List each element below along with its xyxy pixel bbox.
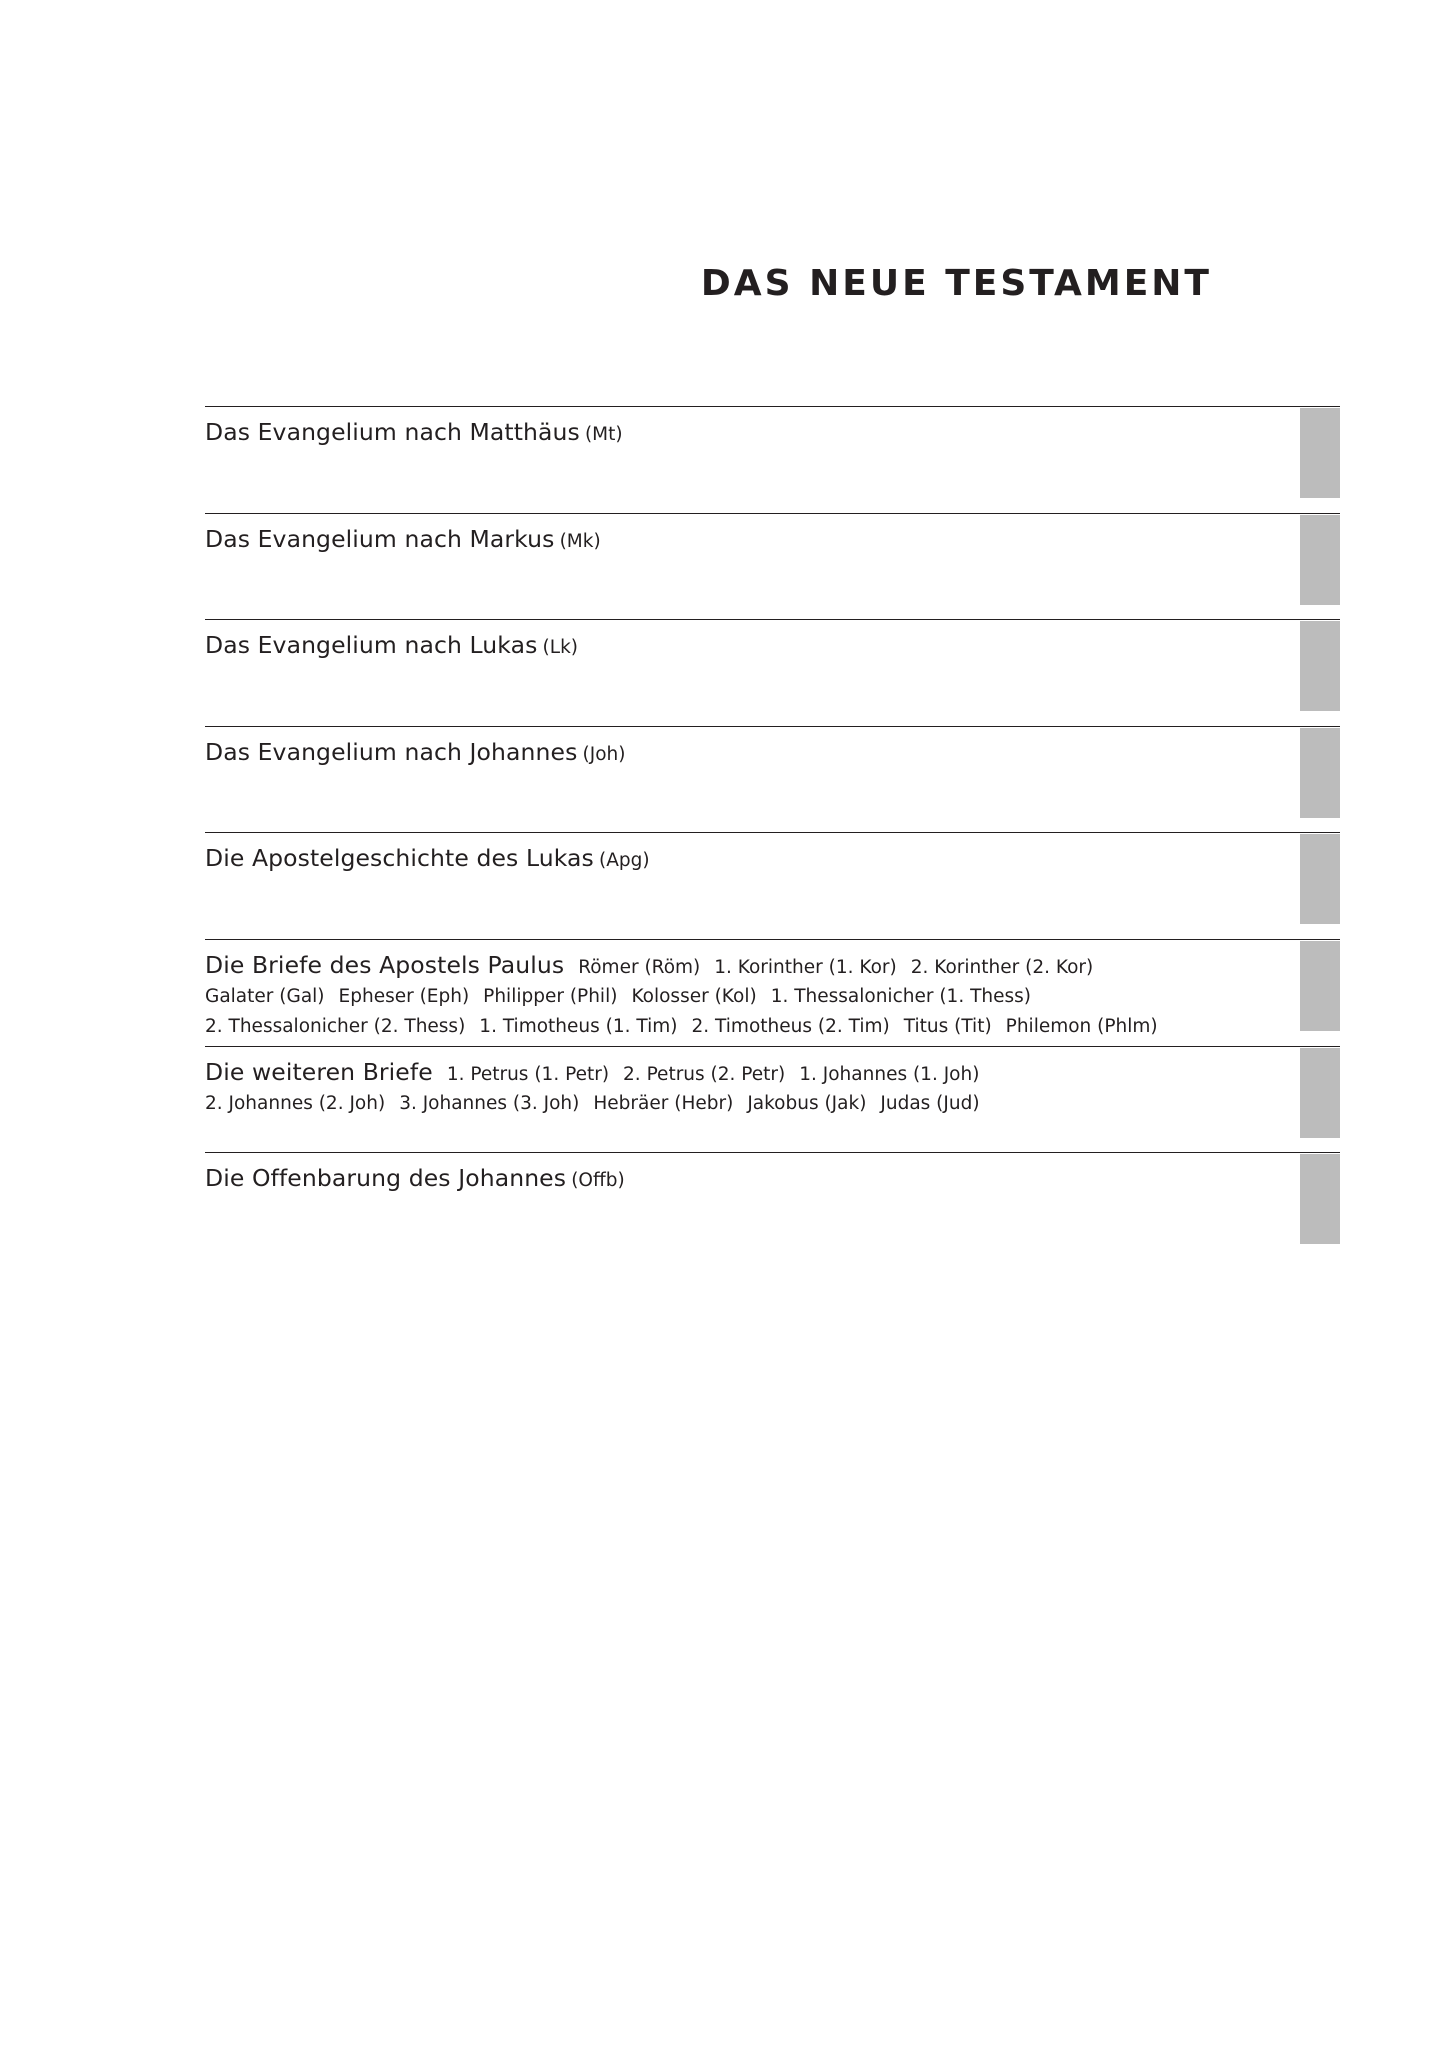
toc-entry-title: Die weiteren Briefe bbox=[205, 1057, 433, 1086]
toc-entry-line bbox=[205, 417, 1280, 447]
toc-subentry: 1. Thessalonicher (1. Thess) bbox=[770, 985, 1031, 1007]
toc-subentry: Philipper (Phil) bbox=[483, 985, 618, 1007]
toc-entry-line bbox=[205, 1163, 1280, 1193]
toc-entry-title: Das Evangelium nach Johannes bbox=[205, 737, 578, 766]
toc-subentry: 2. Korinther (2. Kor) bbox=[910, 956, 1094, 978]
toc-entry[interactable] bbox=[205, 1152, 1340, 1259]
toc-entry-abbreviation: (Mk) bbox=[559, 530, 601, 552]
toc-entry[interactable] bbox=[205, 726, 1340, 833]
toc-subentry: 2. Timotheus (2. Tim) bbox=[691, 1015, 890, 1037]
toc-entry-title: Das Evangelium nach Markus bbox=[205, 524, 555, 553]
section-tab bbox=[1300, 1154, 1340, 1244]
toc-entry-abbreviation: (Offb) bbox=[571, 1170, 625, 1192]
toc-entry[interactable] bbox=[205, 1046, 1340, 1153]
toc-subentry: 1. Korinther (1. Kor) bbox=[714, 956, 897, 978]
toc-subentry: 2. Thessalonicher (2. Thess) bbox=[205, 1015, 466, 1037]
toc-entry-abbreviation: (Joh) bbox=[582, 743, 626, 765]
toc-entry-line bbox=[205, 737, 1280, 767]
toc-entry-title: Die Offenbarung des Johannes bbox=[205, 1164, 567, 1193]
toc-subentry: Jakobus (Jak) bbox=[747, 1092, 867, 1114]
toc-subentry: 2. Johannes (2. Joh) bbox=[205, 1092, 386, 1114]
toc-subentry: 1. Johannes (1. Joh) bbox=[799, 1063, 980, 1085]
section-tab bbox=[1300, 1048, 1340, 1138]
toc-subentries bbox=[447, 1064, 994, 1085]
toc-entry-abbreviation: (Mt) bbox=[584, 424, 623, 445]
toc-entry[interactable] bbox=[205, 832, 1340, 939]
toc-subentry: Titus (Tit) bbox=[903, 1015, 992, 1037]
toc-subentries-line bbox=[205, 1012, 1280, 1042]
table-of-contents bbox=[205, 406, 1340, 1259]
section-tab bbox=[1300, 941, 1340, 1031]
toc-entry-title: Das Evangelium nach Lukas bbox=[205, 631, 538, 660]
toc-subentry: 2. Petrus (2. Petr) bbox=[623, 1063, 786, 1085]
toc-entry[interactable] bbox=[205, 619, 1340, 726]
toc-entry-line bbox=[205, 630, 1280, 660]
toc-subentry: Kolosser (Kol) bbox=[631, 985, 757, 1007]
toc-entry[interactable] bbox=[205, 513, 1340, 620]
toc-entry-title: Die Apostelgeschichte des Lukas bbox=[205, 844, 594, 873]
toc-subentry: Judas (Jud) bbox=[880, 1092, 980, 1114]
toc-entry-line bbox=[205, 1057, 1280, 1090]
toc-subentry: Hebräer (Hebr) bbox=[593, 1092, 734, 1114]
toc-subentry: 1. Petrus (1. Petr) bbox=[446, 1063, 610, 1085]
toc-entry-line bbox=[205, 524, 1280, 554]
toc-entry-line bbox=[205, 950, 1280, 983]
section-tab bbox=[1300, 834, 1340, 924]
toc-subentry: 1. Timotheus (1. Tim) bbox=[479, 1015, 678, 1037]
toc-entry-line bbox=[205, 843, 1280, 873]
toc-subentries bbox=[578, 957, 1107, 978]
toc-subentries-line bbox=[205, 982, 1280, 1012]
toc-entry-abbreviation: (Lk) bbox=[542, 637, 579, 659]
toc-subentry: 3. Johannes (3. Joh) bbox=[399, 1092, 580, 1114]
section-tab bbox=[1300, 621, 1340, 711]
toc-entry-abbreviation: (Apg) bbox=[598, 850, 650, 872]
section-tab bbox=[1300, 515, 1340, 605]
toc-entry-title: Das Evangelium nach Matthäus bbox=[205, 418, 580, 446]
toc-subentry: Römer (Röm) bbox=[578, 956, 701, 978]
toc-subentry: Epheser (Eph) bbox=[338, 985, 470, 1007]
toc-subentry: Philemon (Phlm) bbox=[1005, 1015, 1158, 1037]
toc-subentries-line bbox=[205, 1089, 1280, 1119]
toc-entry-title: Die Briefe des Apostels Paulus bbox=[205, 950, 565, 979]
section-tab bbox=[1300, 728, 1340, 818]
page-title: DAS NEUE TESTAMENT bbox=[700, 263, 1212, 304]
section-tab bbox=[1300, 408, 1340, 498]
toc-entry[interactable] bbox=[205, 939, 1340, 1046]
toc-subentry: Galater (Gal) bbox=[205, 985, 325, 1007]
toc-entry[interactable] bbox=[205, 406, 1340, 513]
